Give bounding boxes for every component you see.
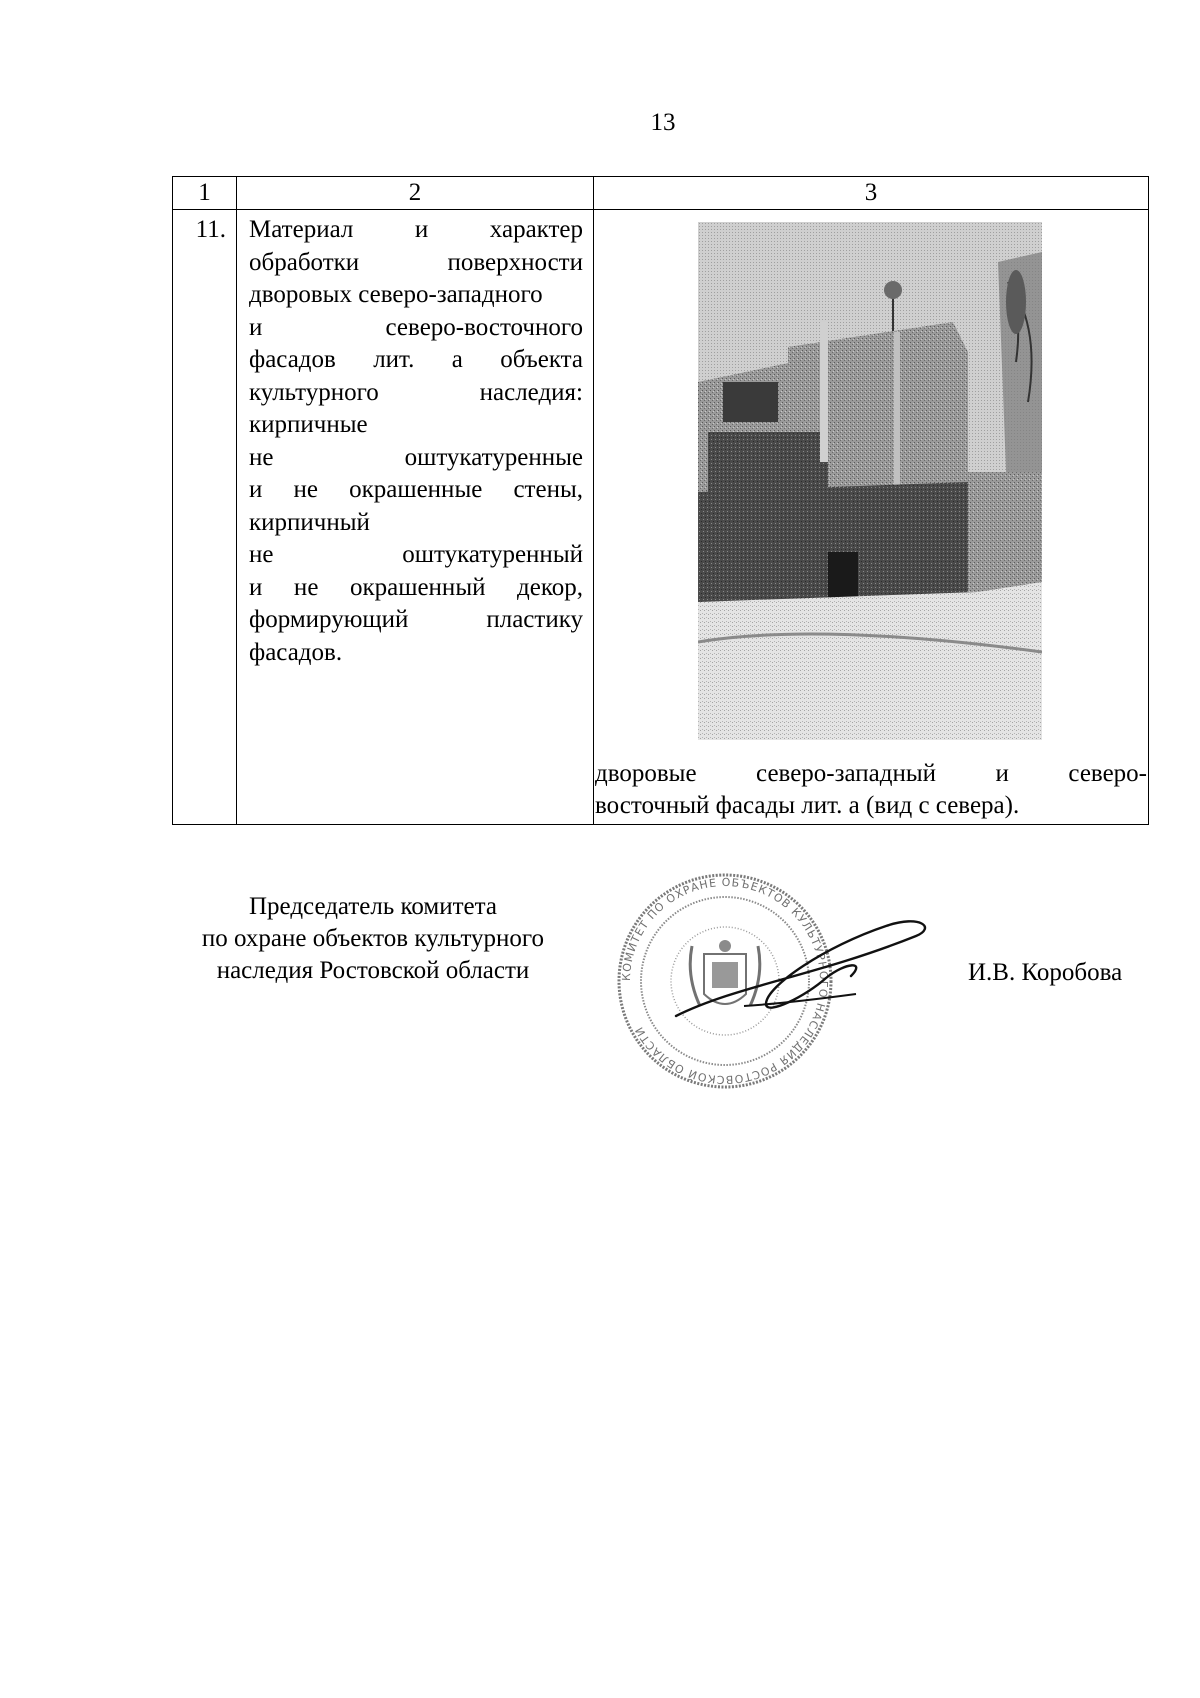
heritage-table [172, 176, 1149, 825]
seal-text: КОМИТЕТ ПО ОХРАНЕ ОБЪЕКТОВ КУЛЬТУРНОГО НАСЛЕДИЯ РОСТОВСКОЙ ОБЛАСТИ [619, 875, 831, 1087]
description-line: обработки поверхности [249, 248, 583, 276]
description-line: и северо-восточного [249, 313, 583, 341]
table-header-row [173, 177, 1149, 210]
table-row [173, 210, 1149, 825]
description-line: и не окрашенный декор, [249, 573, 583, 601]
signatory-name: И.В. Коробова [968, 959, 1123, 986]
description-line: кирпичный [249, 508, 370, 536]
column-header-2: 2 [237, 177, 594, 210]
photo-cell [594, 210, 1149, 825]
description-line: и не окрашенные стены, [249, 476, 583, 503]
description-line: культурного наследия: [249, 378, 583, 406]
description-line: не оштукатуренный [249, 541, 583, 568]
building-photo [698, 222, 1042, 740]
description-line: Материал и характер [249, 216, 583, 243]
official-seal [616, 866, 936, 1096]
column-header-1: 1 [173, 177, 237, 210]
row-number: 11. [173, 210, 237, 825]
description-line: фасадов лит. а объекта [249, 346, 583, 373]
caption-line: восточный фасады лит. а (вид с севера). [595, 792, 1020, 819]
column-header-3: 3 [594, 177, 1149, 210]
position-line: наследия Ростовской области [216, 957, 530, 984]
description-line: кирпичные [249, 411, 368, 438]
page-number: 13 [650, 109, 676, 136]
signatory-position [168, 891, 578, 987]
row-description [237, 210, 594, 825]
description-line: дворовых северо-западного [249, 281, 543, 308]
position-line: по охране объектов культурного [201, 925, 545, 952]
caption-line: дворовые северо-западный и северо- [595, 760, 1147, 787]
position-line: Председатель комитета [249, 893, 497, 920]
description-line: не оштукатуренные [249, 443, 583, 471]
photo-caption [595, 758, 1147, 822]
description-line: фасадов. [249, 638, 343, 666]
description-line: формирующий пластику [249, 606, 583, 633]
